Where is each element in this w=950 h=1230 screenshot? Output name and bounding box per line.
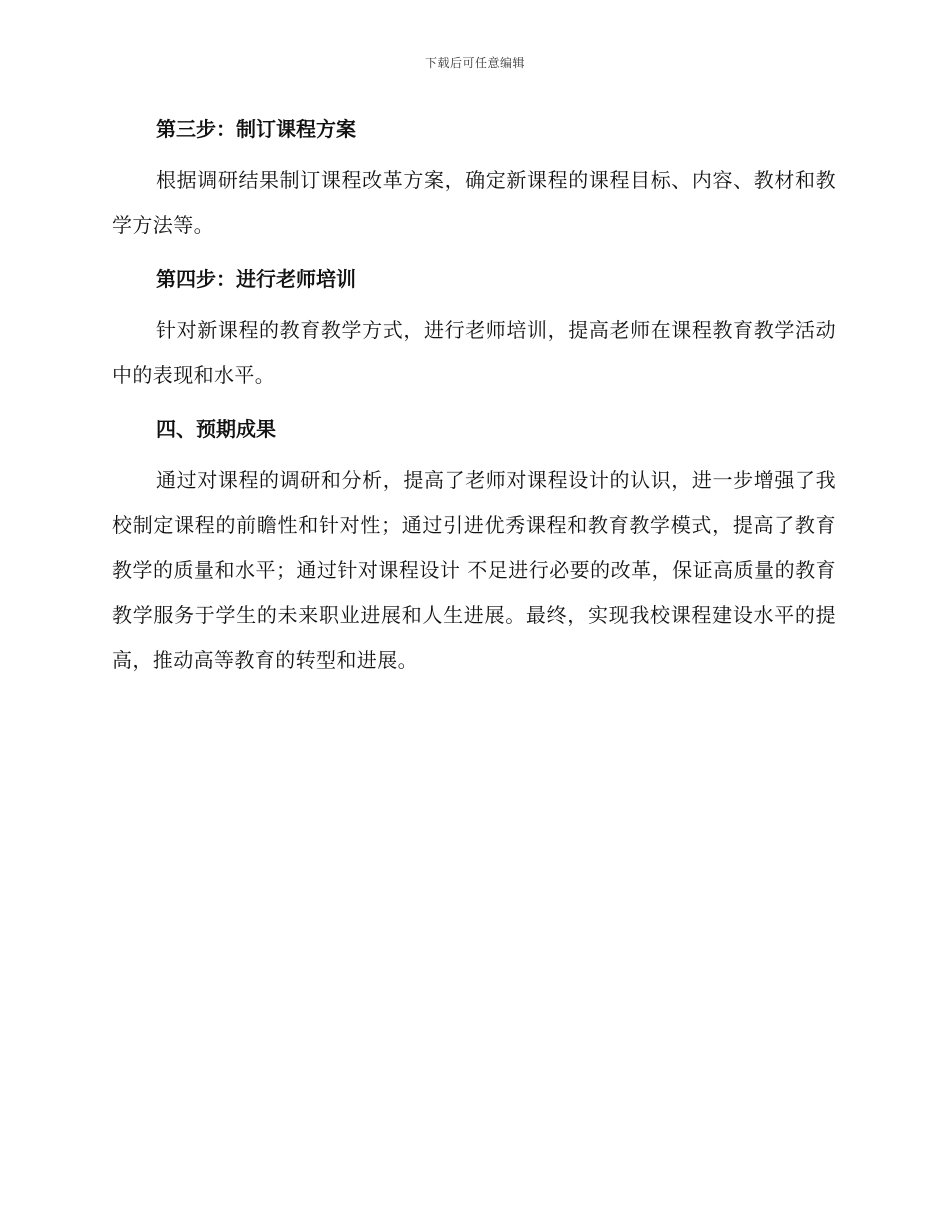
page-header-note: 下载后可任意编辑 [424,56,525,70]
section4-heading: 四、预期成果 [156,417,276,441]
step4-paragraph: 针对新课程的教育教学方式，进行老师培训，提高老师在课程教育教学活动中的表现和水平。 [112,318,836,387]
step3-heading: 第三步：制订课程方案 [156,117,356,141]
section4-paragraph: 通过对课程的调研和分析，提高了老师对课程设计的认识，进一步增强了我校制定课程的前瞻性和针对性；通过引进优秀课程和教育教学模式，提高了教育教学的质量和水平；通过针对课程设计 不足进行必要的改革，保证高质量的教育教学服务于学生的未来职业进展和人生进展。最终，实现我校课程建设水平的提高，推动高等教育的转型和进展。 [112,468,836,672]
step4-heading: 第四步：进行老师培训 [156,267,356,291]
step3-paragraph: 根据调研结果制订课程改革方案，确定新课程的课程目标、内容、教材和教学方法等。 [112,168,836,237]
document-body [112,112,836,683]
